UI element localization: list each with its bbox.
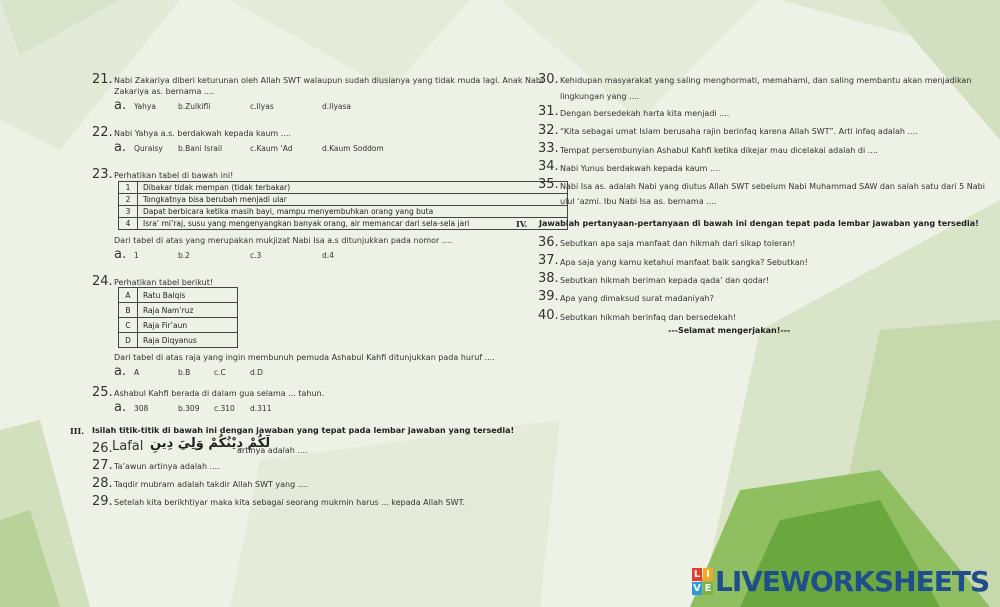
- closing-text: ---Selamat mengerjakan!---: [668, 326, 791, 335]
- q34-text: Nabi Yunus berdakwah kepada kaum ....: [560, 164, 721, 173]
- q22-option-a: Quraisy: [134, 144, 163, 153]
- q22-option-b: b.Bani Israil: [178, 144, 223, 153]
- logo-mark-icon: [692, 568, 713, 595]
- q29-text: Setelah kita berikhtiyar maka kita sebagai seorang mukmin harus ... kepada Allah SWT.: [114, 498, 466, 507]
- q35-text-cont: ulul ‘azmi. Ibu Nabi Isa as. bernama ....: [560, 197, 717, 206]
- table-row: [119, 182, 568, 194]
- q21-option-c: c.Ilyas: [250, 102, 274, 111]
- table-row: [119, 303, 238, 318]
- q25-option-c: c.310: [214, 404, 235, 413]
- q28-number: 28.: [92, 476, 113, 491]
- q33-text: Tempat persembunyian Ashabul Kahfi ketika dikejar mau dicelakai adalah di ....: [560, 146, 878, 155]
- q21-option-b: b.Zulkifli: [178, 102, 211, 111]
- table-cell-text: Dibakar tidak mempan (tidak terbakar): [138, 182, 568, 194]
- q23-option-b: b.2: [178, 251, 190, 260]
- logo-letter: E: [704, 582, 712, 594]
- q24-number: 24.: [92, 274, 113, 289]
- q25-text: Ashabul Kahfi berada di dalam gua selama ... tahun.: [114, 389, 325, 398]
- q28-text: Taqdir mubram adalah takdir Allah SWT yang ....: [114, 480, 308, 489]
- table-cell-letter: B: [119, 303, 138, 318]
- q22-option-c: c.Kaum ‘Ad: [250, 144, 293, 153]
- q35-text: Nabi Isa as. adalah Nabi yang diutus Allah SWT sebelum Nabi Muhammad SAW dan salah satu dari 5 Nabi: [560, 182, 985, 191]
- q22-number: 22.: [92, 125, 113, 140]
- q23-number: 23.: [92, 167, 113, 182]
- q32-text: “Kita sebagai umat Islam berusaha rajin berinfaq karena Allah SWT”. Arti infaq adalah ....: [560, 127, 918, 136]
- q25-option-d: d.311: [250, 404, 272, 413]
- section-3-instruction: Isilah titik-titik di bawah ini dengan jawaban yang tepat pada lembar jawaban yang tersedia!: [92, 426, 515, 435]
- q21-text-cont: Zakariya as. bernama ....: [114, 87, 215, 96]
- q26-arabic-text: لَكُمْ دِيْنُكُمْ وَلِيَ دِينِ: [150, 436, 271, 451]
- q23-option-a-letter: a.: [114, 247, 127, 262]
- table-cell-text: Dapat berbicara ketika masih bayi, mampu menyembuhkan orang yang buta: [138, 206, 568, 218]
- table-cell-text: Ratu Balqis: [138, 288, 238, 303]
- table-cell-letter: C: [119, 318, 138, 333]
- q22-option-d: d.Kaum Soddom: [322, 144, 384, 153]
- table-cell-text: Raja Nam’ruz: [138, 303, 238, 318]
- q23-table: [118, 181, 568, 230]
- q33-number: 33.: [538, 141, 559, 156]
- section-3-number: III.: [70, 426, 85, 436]
- q26-number: 26.: [92, 441, 113, 456]
- q39-text: Apa yang dimaksud surat madaniyah?: [560, 294, 714, 303]
- logo-letter: L: [693, 568, 701, 580]
- q26-lafal: Lafal: [112, 439, 144, 454]
- q21-option-a-letter: a.: [114, 98, 127, 113]
- table-cell-text: Raja Diqyanus: [138, 333, 238, 348]
- q21-number: 21.: [92, 72, 113, 87]
- q27-number: 27.: [92, 458, 113, 473]
- q23-option-a: 1: [134, 251, 139, 260]
- q40-number: 40.: [538, 308, 559, 323]
- q37-text: Apa saja yang kamu ketahui manfaat baik sangka? Sebutkan!: [560, 258, 808, 267]
- q30-text-cont: lingkungan yang ....: [560, 92, 640, 101]
- table-row: [119, 333, 238, 348]
- q23-text: Perhatikan tabel di bawah ini!: [114, 171, 234, 180]
- q31-number: 31.: [538, 104, 559, 119]
- q30-number: 30.: [538, 72, 559, 87]
- q36-text: Sebutkan apa saja manfaat dan hikmah dari sikap toleran!: [560, 239, 796, 248]
- q25-option-a-letter: a.: [114, 400, 127, 415]
- q38-number: 38.: [538, 271, 559, 286]
- q24-option-d: d.D: [250, 368, 263, 377]
- logo-wordmark: LIVEWORKSHEETS: [715, 564, 990, 598]
- q21-option-d: d.Ilyasa: [322, 102, 351, 111]
- q31-text: Dengan bersedekah harta kita menjadi ....: [560, 109, 730, 118]
- q29-number: 29.: [92, 494, 113, 509]
- section-4-instruction: Jawablah pertanyaan-pertanyaan di bawah ini dengan tepat pada lembar jawaban yang tersedia!: [539, 219, 979, 228]
- q23-after-text: Dari tabel di atas yang merupakan mukjizat Nabi Isa a.s ditunjukkan pada nomor ....: [114, 236, 453, 245]
- logo-letter: I: [703, 568, 713, 581]
- table-row: [119, 194, 568, 206]
- table-cell-text: Tongkatnya bisa berubah menjadi ular: [138, 194, 568, 206]
- table-cell-number: 3: [119, 206, 138, 218]
- q24-option-a: A: [134, 368, 140, 377]
- q24-option-c: c.C: [214, 368, 226, 377]
- q24-text: Perhatikan tabel berikut!: [114, 278, 214, 287]
- q24-table: [118, 287, 238, 348]
- q35-number: 35.: [538, 177, 559, 192]
- q26-text: artinya adalah ....: [237, 446, 308, 455]
- q23-option-c: c.3: [250, 251, 262, 260]
- q34-number: 34.: [538, 159, 559, 174]
- q37-number: 37.: [538, 253, 559, 268]
- table-cell-text: Isra’ mi’raj, susu yang mengenyangkan banyak orang, air memancar dari sela-sela jari: [138, 218, 568, 230]
- table-cell-number: 1: [119, 182, 138, 194]
- table-row: [119, 218, 568, 230]
- q32-number: 32.: [538, 123, 559, 138]
- q25-number: 25.: [92, 385, 113, 400]
- table-cell-number: 2: [119, 194, 138, 206]
- q24-option-b: b.B: [178, 368, 191, 377]
- table-row: [119, 288, 238, 303]
- q22-option-a-letter: a.: [114, 140, 127, 155]
- q40-text: Sebutkan hikmah berinfaq dan bersedekah!: [560, 313, 737, 322]
- q30-text: Kehidupan masyarakat yang saling menghormati, memahami, dan saling membantu akan menjadikan: [560, 76, 972, 85]
- table-cell-number: 4: [119, 218, 138, 230]
- table-cell-letter: A: [119, 288, 138, 303]
- table-cell-text: Raja Fir’aun: [138, 318, 238, 333]
- q22-text: Nabi Yahya a.s. berdakwah kepada kaum ....: [114, 129, 291, 138]
- q24-option-a-letter: a.: [114, 364, 127, 379]
- logo-letter: V: [693, 582, 701, 594]
- q21-option-a: Yahya: [134, 102, 156, 111]
- table-cell-letter: D: [119, 333, 138, 348]
- q39-number: 39.: [538, 289, 559, 304]
- q36-number: 36.: [538, 235, 559, 250]
- liveworksheets-logo[interactable]: [692, 566, 989, 596]
- section-4-number: IV.: [516, 219, 528, 229]
- q23-option-d: d.4: [322, 251, 334, 260]
- table-row: [119, 206, 568, 218]
- q38-text: Sebutkan hikmah beriman kepada qada’ dan qodar!: [560, 276, 770, 285]
- q21-text: Nabi Zakariya diberi keturunan oleh Allah SWT walaupun sudah diusianya yang tidak muda lagi. Anak Nabi: [114, 76, 544, 85]
- q25-option-a: 308: [134, 404, 149, 413]
- q27-text: Ta’awun artinya adalah ....: [114, 462, 220, 471]
- q25-option-b: b.309: [178, 404, 200, 413]
- q24-after-text: Dari tabel di atas raja yang ingin membunuh pemuda Ashabul Kahfi ditunjukkan pada huruf ....: [114, 353, 495, 362]
- table-row: [119, 318, 238, 333]
